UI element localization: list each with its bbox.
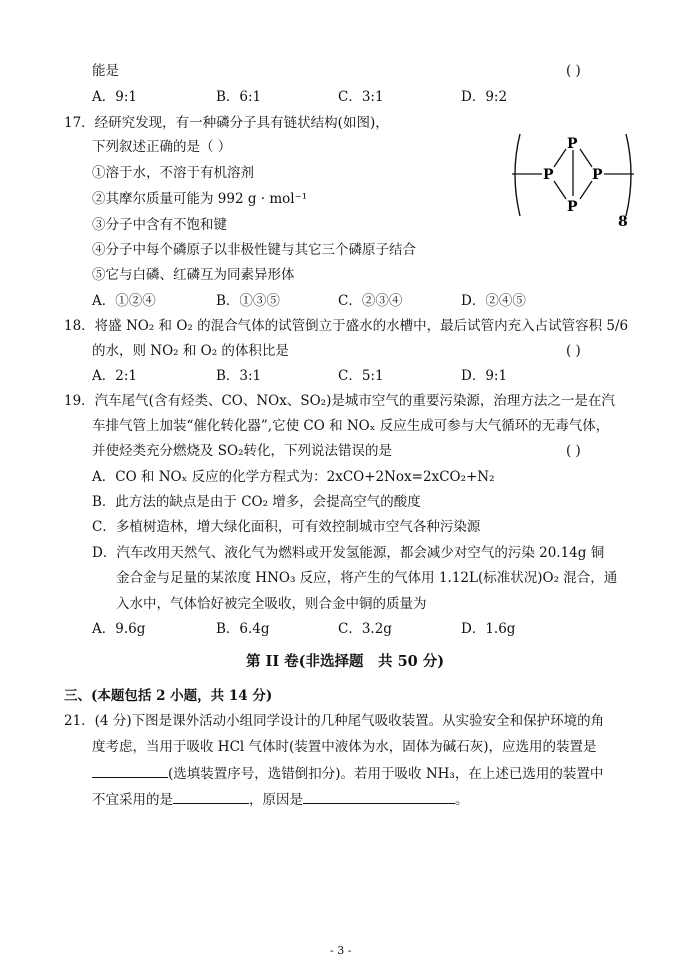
q17-stem-line2: 下列叙述正确的是（ ） (92, 139, 232, 155)
p-atom-left: P (543, 167, 554, 183)
q21-line4-text-a: 不宜采用的是 (92, 792, 173, 808)
q16-option-c: C．3:1 (338, 89, 384, 105)
page-number: - 3 - (330, 944, 352, 957)
q16-tail: 能是 (92, 63, 119, 79)
q21-line4-text-c: 。 (455, 792, 469, 808)
p-atom-bottom: P (567, 199, 578, 215)
phosphorus-chain-figure (508, 122, 638, 232)
q19-option-d-line3: 入水中，气体恰好被完全吸收，则合金中铜的质量为 (116, 596, 427, 612)
section-three-heading: 三、(本题包括 2 小题，共 14 分) (64, 688, 273, 704)
q16-option-d: D．9:2 (461, 89, 508, 105)
q17-stem-line1: 17．经研究发现，有一种磷分子具有链状结构(如图)， (64, 115, 389, 131)
q17-item-2: ②其摩尔质量可能为 992 g · mol⁻¹ (92, 191, 308, 207)
q20-option-b: B．6.4g (216, 621, 270, 637)
q18-answer-paren: ( ) (566, 343, 581, 359)
q21-stem-line3 (92, 763, 603, 783)
p-atom-right: P (592, 167, 603, 183)
q17-option-d: D．②④⑤ (461, 293, 526, 309)
q21-blank-1[interactable] (92, 763, 168, 778)
q21-stem-line4 (92, 789, 469, 809)
q18-option-d: D．9:1 (461, 368, 508, 384)
q18-stem-line1: 18．将盛 NO₂ 和 O₂ 的混合气体的试管倒立于盛水的水槽中，最后试管内充入占试管容积 5/6 (64, 318, 629, 334)
q16-answer-paren: ( ) (566, 63, 581, 79)
part-ii-title: 第 II 卷(非选择题 共 50 分) (246, 653, 445, 670)
q18-stem-line2: 的水，则 NO₂ 和 O₂ 的体积比是 (92, 343, 289, 359)
q19-stem-line2: 车排气管上加装“催化转化器”,它使 CO 和 NOₓ 反应生成可参与大气循环的无毒气体， (92, 418, 610, 434)
q17-item-3: ③分子中含有不饱和键 (92, 217, 227, 233)
q17-option-a: A．①②④ (92, 293, 156, 309)
q21-stem-line1: 21．(4 分)下图是课外活动小组同学设计的几种尾气吸收装置。从实验安全和保护环境的角 (64, 713, 605, 729)
q19-option-d-line2: 金合金与足量的某浓度 HNO₃ 反应，将产生的气体用 1.12L(标准状况)O₂ 混合，通 (116, 570, 618, 586)
q20-option-c: C．3.2g (338, 621, 392, 637)
q17-option-c: C．②③④ (338, 293, 403, 309)
q18-option-b: B．3:1 (216, 368, 262, 384)
q17-item-5: ⑤它与白磷、红磷互为同素异形体 (92, 267, 295, 283)
q21-stem-line2: 度考虑，当用于吸收 HCl 气体时(装置中液体为水，固体为碱石灰)，应选用的装置是 (92, 739, 597, 755)
repeat-subscript: 8 (618, 214, 628, 230)
q18-option-c: C．5:1 (338, 368, 384, 384)
q19-option-b: B．此方法的缺点是由于 CO₂ 增多，会提高空气的酸度 (92, 494, 421, 510)
q21-line4-text-b: ，原因是 (249, 792, 303, 808)
q20-option-a: A．9.6g (92, 621, 146, 637)
q17-item-1: ①溶于水，不溶于有机溶剂 (92, 165, 254, 181)
q19-stem-line1: 19．汽车尾气(含有烃类、CO、NOx、SO₂)是城市空气的重要污染源，治理方法之一是在汽 (64, 393, 615, 409)
q19-option-a: A．CO 和 NOₓ 反应的化学方程式为：2xCO+2Nox=2xCO₂+N₂ (92, 469, 495, 485)
q17-option-b: B．①③⑤ (216, 293, 280, 309)
p-atom-top: P (567, 136, 578, 152)
q19-option-d-line1: D．汽车改用天然气、液化气为燃料或开发氢能源，都会减少对空气的污染 20.14g 铜 (92, 545, 605, 561)
q21-blank-2[interactable] (173, 789, 249, 804)
q19-option-c: C．多植树造林，增大绿化面积，可有效控制城市空气各种污染源 (92, 519, 481, 535)
q19-answer-paren: ( ) (566, 443, 581, 459)
q16-option-b: B．6:1 (216, 89, 262, 105)
q16-option-a: A．9:1 (92, 89, 137, 105)
q18-option-a: A．2:1 (92, 368, 137, 384)
q19-stem-line3: 并使烃类充分燃烧及 SO₂转化，下列说法错误的是 (92, 443, 393, 459)
q21-line3-text: (选填装置序号，选错倒扣分)。若用于吸收 NH₃，在上述已选用的装置中 (168, 766, 604, 782)
q17-item-4: ④分子中每个磷原子以非极性键与其它三个磷原子结合 (92, 242, 416, 258)
q21-blank-3[interactable] (303, 789, 455, 804)
q20-option-d: D．1.6g (461, 621, 516, 637)
